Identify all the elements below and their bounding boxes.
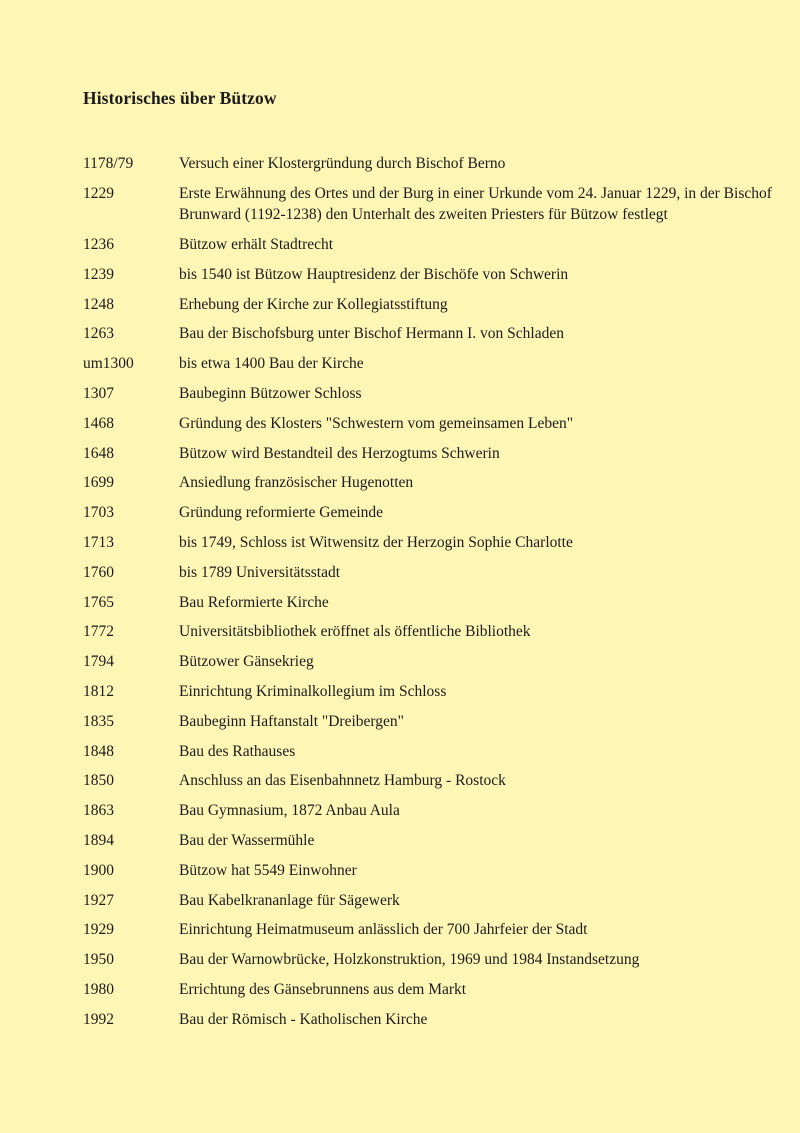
entry-text: Gründung des Klosters "Schwestern vom gemeinsamen Leben": [179, 414, 574, 432]
entry-text: Bützow erhält Stadtrecht: [179, 236, 334, 254]
entry-year: 1850: [83, 772, 114, 790]
entry-year: 1760: [83, 563, 114, 581]
entry-text: Bau Gymnasium, 1872 Anbau Aula: [179, 802, 400, 820]
timeline-entry: [83, 234, 783, 256]
timeline-entry: [83, 502, 783, 524]
entry-year: 1950: [83, 951, 114, 969]
entry-year: 1929: [83, 921, 114, 939]
entry-year: 1307: [83, 385, 114, 403]
entry-text: Bau des Rathauses: [179, 742, 296, 760]
timeline-entry: [83, 443, 783, 465]
entry-text: Errichtung des Gänsebrunnens aus dem Markt: [179, 981, 467, 999]
entry-year: 1794: [83, 653, 114, 671]
entry-text: Bützower Gänsekrieg: [179, 653, 314, 671]
entry-text: bis 1789 Universitätsstadt: [179, 563, 341, 581]
entry-year: 1980: [83, 981, 114, 999]
entry-text: Bau der Wassermühle: [179, 832, 315, 850]
entry-year: 1894: [83, 832, 114, 850]
entry-year: 1178/79: [83, 155, 134, 172]
entry-text: Bau Reformierte Kirche: [179, 593, 329, 611]
entry-text: Bau der Bischofsburg unter Bischof Hermann I. von Schladen: [179, 325, 564, 343]
entry-year: 1239: [83, 265, 114, 283]
timeline-entry: [83, 183, 783, 226]
entry-year: 1992: [83, 1010, 114, 1028]
timeline-entry: [83, 413, 783, 435]
timeline-entry: [83, 919, 783, 941]
entry-year: 1236: [83, 236, 114, 254]
timeline-entry: [83, 979, 783, 1001]
entry-text: bis 1749, Schloss ist Witwensitz der Herzogin Sophie Charlotte: [179, 534, 573, 552]
entry-year: 1263: [83, 325, 114, 343]
entry-year: 1703: [83, 504, 114, 522]
timeline-entry: [83, 532, 783, 554]
entry-text: Versuch einer Klostergründung durch Bischof Berno: [179, 155, 506, 172]
entry-text: Ansiedlung französischer Hugenotten: [179, 474, 414, 492]
timeline-entry: [83, 860, 783, 882]
entry-text: Erste Erwähnung des Ortes und der Burg in einer Urkunde vom 24. Januar 1229, in der Bischof Brunward (1192-1238) den Unterhalt des zweiten Priesters für Bützow festlegt: [179, 184, 772, 224]
entry-year: 1812: [83, 683, 114, 701]
timeline-entry: [83, 681, 783, 703]
entry-text: Gründung reformierte Gemeinde: [179, 504, 384, 522]
timeline-entry: [83, 800, 783, 822]
timeline-entry: [83, 890, 783, 912]
timeline-entry: [83, 711, 783, 733]
entry-text: Einrichtung Heimatmuseum anlässlich der 700 Jahrfeier der Stadt: [179, 921, 588, 939]
entry-year: 1713: [83, 534, 114, 552]
timeline-entry: [83, 770, 783, 792]
entry-year: 1900: [83, 861, 114, 879]
timeline-entry: [83, 153, 783, 175]
timeline-entry: [83, 949, 783, 971]
entry-year: 1772: [83, 623, 114, 641]
timeline-list: [83, 153, 783, 1039]
timeline-entry: [83, 323, 783, 345]
timeline-entry: [83, 353, 783, 375]
entry-text: Baubeginn Haftanstalt "Dreibergen": [179, 712, 404, 730]
entry-year: 1648: [83, 444, 114, 462]
timeline-entry: [83, 1009, 783, 1031]
timeline-entry: [83, 472, 783, 494]
entry-year: 1229: [83, 184, 114, 202]
entry-text: Baubeginn Bützower Schloss: [179, 385, 362, 403]
entry-text: Anschluss an das Eisenbahnnetz Hamburg - Rostock: [179, 772, 506, 790]
timeline-entry: [83, 264, 783, 286]
entry-text: Bützow wird Bestandteil des Herzogtums Schwerin: [179, 444, 500, 462]
entry-text: Bützow hat 5549 Einwohner: [179, 861, 357, 879]
entry-year: 1835: [83, 712, 114, 730]
entry-year: um1300: [83, 355, 134, 373]
entry-text: Bau der Warnowbrücke, Holzkonstruktion, 1969 und 1984 Instandsetzung: [179, 951, 640, 969]
entry-year: 1927: [83, 891, 114, 909]
entry-text: Erhebung der Kirche zur Kollegiatsstiftung: [179, 295, 448, 313]
entry-year: 1468: [83, 414, 114, 432]
entry-year: 1248: [83, 295, 114, 313]
entry-year: 1765: [83, 593, 114, 611]
entry-text: Einrichtung Kriminalkollegium im Schloss: [179, 683, 447, 701]
timeline-entry: [83, 383, 783, 405]
timeline-entry: [83, 741, 783, 763]
timeline-entry: [83, 651, 783, 673]
entry-text: Universitätsbibliothek eröffnet als öffentliche Bibliothek: [179, 623, 531, 641]
entry-year: 1848: [83, 742, 114, 760]
entry-year: 1699: [83, 474, 114, 492]
entry-text: Bau der Römisch - Katholischen Kirche: [179, 1010, 428, 1028]
entry-year: 1863: [83, 802, 114, 820]
page-title: Historisches über Bützow: [83, 88, 277, 108]
entry-text: Bau Kabelkrananlage für Sägewerk: [179, 891, 400, 909]
timeline-entry: [83, 562, 783, 584]
timeline-entry: [83, 621, 783, 643]
timeline-entry: [83, 294, 783, 316]
entry-text: bis 1540 ist Bützow Hauptresidenz der Bischöfe von Schwerin: [179, 265, 569, 283]
entry-text: bis etwa 1400 Bau der Kirche: [179, 355, 364, 373]
timeline-entry: [83, 830, 783, 852]
timeline-entry: [83, 592, 783, 614]
